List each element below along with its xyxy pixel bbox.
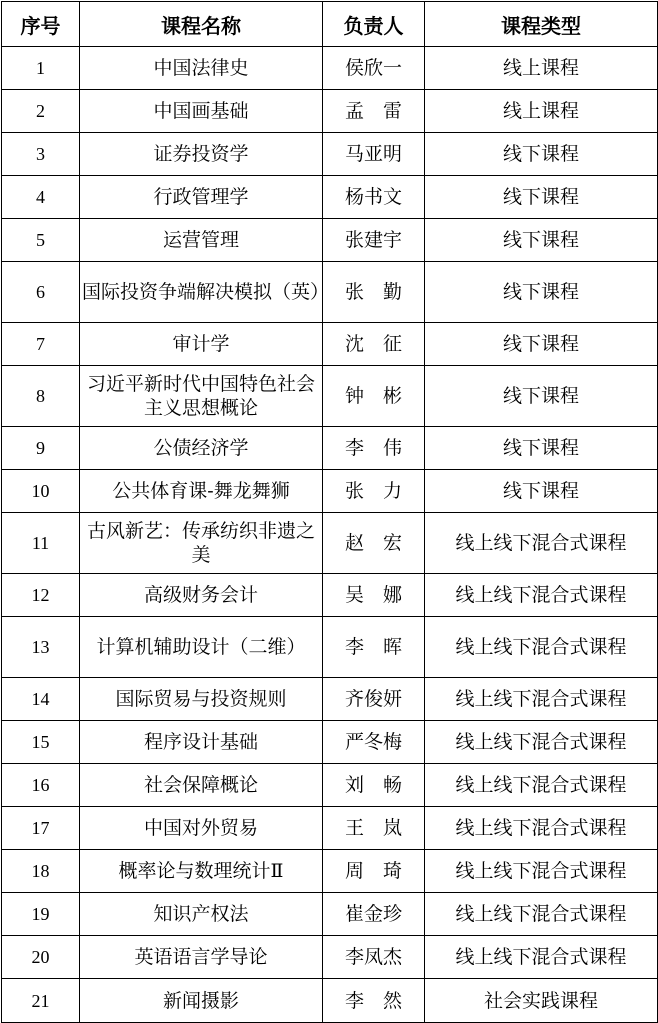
cell-course-type: 线上线下混合式课程	[425, 513, 658, 574]
cell-course-name: 中国对外贸易	[80, 807, 323, 850]
cell-owner: 李 伟	[323, 427, 425, 470]
cell-course-type: 线下课程	[425, 133, 658, 176]
cell-course-name: 概率论与数理统计Ⅱ	[80, 850, 323, 893]
table-row	[2, 850, 658, 893]
cell-course-type: 线上线下混合式课程	[425, 936, 658, 979]
table-row	[2, 936, 658, 979]
cell-course-name: 行政管理学	[80, 176, 323, 219]
table-row	[2, 323, 658, 366]
table-row	[2, 262, 658, 323]
cell-course-type: 线下课程	[425, 366, 658, 427]
cell-owner: 吴 娜	[323, 574, 425, 617]
cell-course-name: 中国画基础	[80, 90, 323, 133]
cell-course-type: 线上线下混合式课程	[425, 574, 658, 617]
cell-owner: 王 岚	[323, 807, 425, 850]
cell-index: 8	[2, 366, 80, 427]
cell-course-name: 英语语言学导论	[80, 936, 323, 979]
table-row	[2, 979, 658, 1023]
cell-course-name: 新闻摄影	[80, 979, 323, 1023]
cell-index: 18	[2, 850, 80, 893]
cell-owner: 杨书文	[323, 176, 425, 219]
cell-course-name: 程序设计基础	[80, 721, 323, 764]
cell-course-name: 审计学	[80, 323, 323, 366]
cell-course-type: 社会实践课程	[425, 979, 658, 1023]
cell-course-type: 线下课程	[425, 219, 658, 262]
cell-course-name: 高级财务会计	[80, 574, 323, 617]
cell-owner: 李 然	[323, 979, 425, 1023]
cell-index: 9	[2, 427, 80, 470]
cell-course-type: 线上线下混合式课程	[425, 617, 658, 678]
header-course-name: 课程名称	[80, 2, 323, 47]
table-row	[2, 513, 658, 574]
cell-course-name: 社会保障概论	[80, 764, 323, 807]
table-row	[2, 470, 658, 513]
table-row	[2, 764, 658, 807]
cell-course-type: 线上线下混合式课程	[425, 893, 658, 936]
cell-course-type: 线下课程	[425, 427, 658, 470]
cell-course-name: 公债经济学	[80, 427, 323, 470]
cell-index: 20	[2, 936, 80, 979]
cell-course-type: 线下课程	[425, 262, 658, 323]
cell-index: 2	[2, 90, 80, 133]
cell-course-name: 运营管理	[80, 219, 323, 262]
cell-owner: 刘 畅	[323, 764, 425, 807]
cell-owner: 孟 雷	[323, 90, 425, 133]
cell-index: 14	[2, 678, 80, 721]
cell-course-type: 线上课程	[425, 47, 658, 90]
cell-index: 10	[2, 470, 80, 513]
table-row	[2, 678, 658, 721]
cell-owner: 周 琦	[323, 850, 425, 893]
cell-index: 11	[2, 513, 80, 574]
table-row	[2, 90, 658, 133]
cell-owner: 张 勤	[323, 262, 425, 323]
cell-course-name: 中国法律史	[80, 47, 323, 90]
cell-owner: 马亚明	[323, 133, 425, 176]
cell-index: 7	[2, 323, 80, 366]
cell-course-type: 线上线下混合式课程	[425, 721, 658, 764]
cell-index: 6	[2, 262, 80, 323]
cell-owner: 李 晖	[323, 617, 425, 678]
cell-course-type: 线下课程	[425, 176, 658, 219]
table-row	[2, 133, 658, 176]
cell-owner: 李凤杰	[323, 936, 425, 979]
table-row	[2, 47, 658, 90]
cell-course-type: 线下课程	[425, 470, 658, 513]
cell-index: 4	[2, 176, 80, 219]
cell-index: 3	[2, 133, 80, 176]
cell-owner: 张建宇	[323, 219, 425, 262]
cell-owner: 赵 宏	[323, 513, 425, 574]
cell-course-name: 国际贸易与投资规则	[80, 678, 323, 721]
cell-owner: 沈 征	[323, 323, 425, 366]
cell-course-name: 计算机辅助设计（二维）	[80, 617, 323, 678]
header-owner: 负责人	[323, 2, 425, 47]
cell-course-name: 古风新艺：传承纺织非遗之美	[80, 513, 323, 574]
table-row	[2, 427, 658, 470]
cell-index: 12	[2, 574, 80, 617]
cell-owner: 钟 彬	[323, 366, 425, 427]
cell-course-name: 知识产权法	[80, 893, 323, 936]
cell-index: 1	[2, 47, 80, 90]
table-row	[2, 176, 658, 219]
cell-course-name: 国际投资争端解决模拟（英）	[80, 262, 323, 323]
course-table	[1, 1, 658, 1023]
cell-owner: 严冬梅	[323, 721, 425, 764]
cell-index: 21	[2, 979, 80, 1023]
table-row	[2, 574, 658, 617]
cell-owner: 张 力	[323, 470, 425, 513]
cell-index: 15	[2, 721, 80, 764]
cell-course-name: 习近平新时代中国特色社会主义思想概论	[80, 366, 323, 427]
table-row	[2, 617, 658, 678]
cell-index: 16	[2, 764, 80, 807]
cell-index: 19	[2, 893, 80, 936]
cell-course-name: 证券投资学	[80, 133, 323, 176]
table-row	[2, 893, 658, 936]
cell-course-type: 线上线下混合式课程	[425, 678, 658, 721]
header-index: 序号	[2, 2, 80, 47]
cell-course-type: 线上线下混合式课程	[425, 850, 658, 893]
cell-index: 17	[2, 807, 80, 850]
table-row	[2, 807, 658, 850]
cell-index: 5	[2, 219, 80, 262]
header-course-type: 课程类型	[425, 2, 658, 47]
cell-course-type: 线上线下混合式课程	[425, 764, 658, 807]
cell-owner: 崔金珍	[323, 893, 425, 936]
table-row	[2, 219, 658, 262]
table-row	[2, 366, 658, 427]
cell-index: 13	[2, 617, 80, 678]
cell-owner: 侯欣一	[323, 47, 425, 90]
header-row	[2, 2, 658, 47]
table-row	[2, 721, 658, 764]
cell-course-type: 线上线下混合式课程	[425, 807, 658, 850]
cell-owner: 齐俊妍	[323, 678, 425, 721]
cell-course-type: 线下课程	[425, 323, 658, 366]
cell-course-type: 线上课程	[425, 90, 658, 133]
cell-course-name: 公共体育课-舞龙舞狮	[80, 470, 323, 513]
